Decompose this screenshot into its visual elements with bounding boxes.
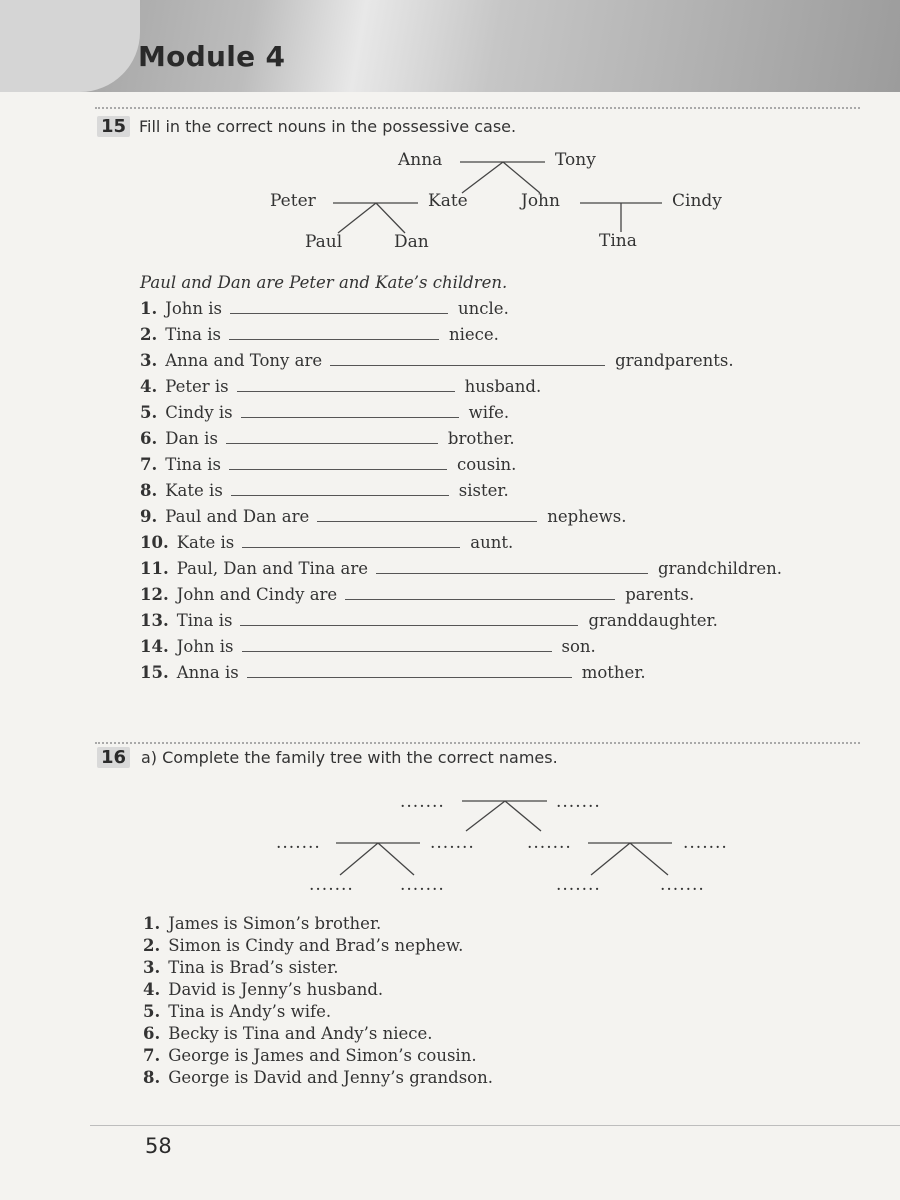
answer-blank[interactable]	[330, 351, 605, 366]
clue-number: 5.	[143, 1002, 161, 1021]
tree-blank[interactable]: .......	[683, 833, 728, 853]
exercise-16-clue	[143, 1068, 493, 1087]
tree-blank[interactable]: .......	[400, 792, 445, 812]
exercise-15-instruction: Fill in the correct nouns in the possessive case.	[139, 117, 517, 136]
item-suffix: husband.	[464, 377, 542, 396]
exercise-15-item	[140, 377, 541, 401]
item-suffix: grandchildren.	[658, 559, 782, 578]
item-prefix: Paul, Dan and Tina are	[176, 559, 368, 578]
answer-blank[interactable]	[231, 481, 449, 496]
item-suffix: aunt.	[470, 533, 514, 552]
module-title: Module 4	[138, 40, 286, 73]
clue-text: Tina is Andy’s wife.	[168, 1002, 332, 1021]
item-prefix: John is	[176, 637, 234, 656]
tree-name-cindy: Cindy	[672, 191, 722, 211]
exercise-16-clue	[143, 1024, 432, 1043]
clue-text: Simon is Cindy and Brad’s nephew.	[168, 936, 464, 955]
tree-blank[interactable]: .......	[556, 792, 601, 812]
item-number: 5.	[140, 403, 158, 422]
answer-blank[interactable]	[242, 533, 460, 548]
answer-blank[interactable]	[376, 559, 648, 574]
tree-blank[interactable]: .......	[430, 833, 475, 853]
item-suffix: uncle.	[458, 299, 509, 318]
item-prefix: Anna is	[176, 663, 239, 682]
exercise-15-item	[140, 299, 509, 323]
clue-text: George is James and Simon’s cousin.	[168, 1046, 477, 1065]
item-number: 13.	[140, 611, 169, 630]
answer-blank[interactable]	[247, 663, 572, 678]
item-prefix: Tina is	[165, 455, 221, 474]
exercise-15-item	[140, 325, 499, 349]
exercise-15-item	[140, 533, 513, 557]
tree-name-john: John	[521, 191, 560, 211]
item-prefix: Tina is	[176, 611, 233, 630]
tree-name-dan: Dan	[394, 232, 429, 252]
divider-middle	[95, 742, 860, 744]
item-number: 14.	[140, 637, 169, 656]
exercise-16-clue	[143, 958, 339, 977]
exercise-16-clue	[143, 936, 463, 955]
item-number: 4.	[140, 377, 158, 396]
item-prefix: John is	[165, 299, 223, 318]
answer-blank[interactable]	[237, 377, 455, 392]
clue-text: Tina is Brad’s sister.	[168, 958, 339, 977]
exercise-15-item	[140, 455, 516, 479]
clue-number: 8.	[143, 1068, 161, 1087]
item-prefix: Anna and Tony are	[165, 351, 323, 370]
item-suffix: granddaughter.	[588, 611, 718, 630]
item-suffix: niece.	[448, 325, 499, 344]
item-suffix: son.	[561, 637, 596, 656]
exercise-15-item	[140, 637, 596, 661]
exercise-16-clue	[143, 1046, 477, 1065]
exercise-15-item	[140, 559, 782, 583]
item-number: 10.	[140, 533, 169, 552]
item-prefix: Kate is	[165, 481, 223, 500]
exercise-15-number: 15	[97, 116, 130, 137]
item-prefix: John and Cindy are	[176, 585, 338, 604]
exercise-15-example: Paul and Dan are Peter and Kate’s children.	[140, 273, 508, 292]
item-number: 9.	[140, 507, 158, 526]
item-number: 3.	[140, 351, 158, 370]
item-suffix: cousin.	[456, 455, 517, 474]
clue-number: 3.	[143, 958, 161, 977]
item-number: 1.	[140, 299, 158, 318]
item-prefix: Paul and Dan are	[165, 507, 310, 526]
answer-blank[interactable]	[229, 455, 447, 470]
item-suffix: grandparents.	[615, 351, 734, 370]
tree-blank[interactable]: .......	[400, 875, 445, 895]
answer-blank[interactable]	[242, 637, 552, 652]
answer-blank[interactable]	[317, 507, 537, 522]
item-prefix: Cindy is	[165, 403, 233, 422]
footer-divider	[90, 1125, 900, 1126]
exercise-15-item	[140, 663, 646, 687]
answer-blank[interactable]	[240, 611, 578, 626]
item-suffix: sister.	[458, 481, 509, 500]
clue-number: 1.	[143, 914, 161, 933]
clue-text: David is Jenny’s husband.	[168, 980, 384, 999]
clue-text: George is David and Jenny’s grandson.	[168, 1068, 493, 1087]
item-suffix: mother.	[581, 663, 646, 682]
tree-name-kate: Kate	[428, 191, 468, 211]
exercise-15-item	[140, 507, 626, 531]
clue-text: Becky is Tina and Andy’s niece.	[168, 1024, 433, 1043]
answer-blank[interactable]	[226, 429, 438, 444]
tree-name-tony: Tony	[555, 150, 596, 170]
clue-number: 4.	[143, 980, 161, 999]
item-number: 7.	[140, 455, 158, 474]
tree-name-peter: Peter	[270, 191, 316, 211]
item-prefix: Peter is	[165, 377, 229, 396]
exercise-15-item	[140, 351, 734, 375]
item-suffix: brother.	[447, 429, 515, 448]
tree-blank[interactable]: .......	[556, 875, 601, 895]
item-number: 15.	[140, 663, 169, 682]
exercise-15-item	[140, 481, 509, 505]
item-prefix: Kate is	[176, 533, 235, 552]
tree-blank[interactable]: .......	[309, 875, 354, 895]
tree-name-anna: Anna	[398, 150, 443, 170]
clue-number: 7.	[143, 1046, 161, 1065]
item-number: 8.	[140, 481, 158, 500]
item-suffix: nephews.	[547, 507, 627, 526]
exercise-15-item	[140, 585, 694, 609]
answer-blank[interactable]	[230, 299, 448, 314]
item-number: 11.	[140, 559, 169, 578]
item-number: 2.	[140, 325, 158, 344]
exercise-16-instruction: a) Complete the family tree with the correct names.	[141, 748, 558, 767]
exercise-16-clue	[143, 1002, 331, 1021]
answer-blank[interactable]	[229, 325, 439, 340]
clue-text: James is Simon’s brother.	[168, 914, 382, 933]
exercise-16-clue	[143, 980, 383, 999]
clue-number: 6.	[143, 1024, 161, 1043]
exercise-16-number: 16	[97, 747, 130, 768]
clue-number: 2.	[143, 936, 161, 955]
item-suffix: parents.	[625, 585, 695, 604]
answer-blank[interactable]	[241, 403, 459, 418]
tree-name-tina: Tina	[599, 231, 637, 251]
item-prefix: Dan is	[165, 429, 218, 448]
exercise-15-item	[140, 403, 509, 427]
answer-blank[interactable]	[345, 585, 615, 600]
tree-blank[interactable]: .......	[660, 875, 705, 895]
exercise-16-clue	[143, 914, 381, 933]
tree-blank[interactable]: .......	[276, 833, 321, 853]
page-number: 58	[145, 1134, 172, 1158]
item-suffix: wife.	[468, 403, 510, 422]
exercise-15-item	[140, 611, 718, 635]
item-prefix: Tina is	[165, 325, 221, 344]
tree-blank[interactable]: .......	[527, 833, 572, 853]
item-number: 12.	[140, 585, 169, 604]
item-number: 6.	[140, 429, 158, 448]
tree-name-paul: Paul	[305, 232, 343, 252]
exercise-15-item	[140, 429, 515, 453]
